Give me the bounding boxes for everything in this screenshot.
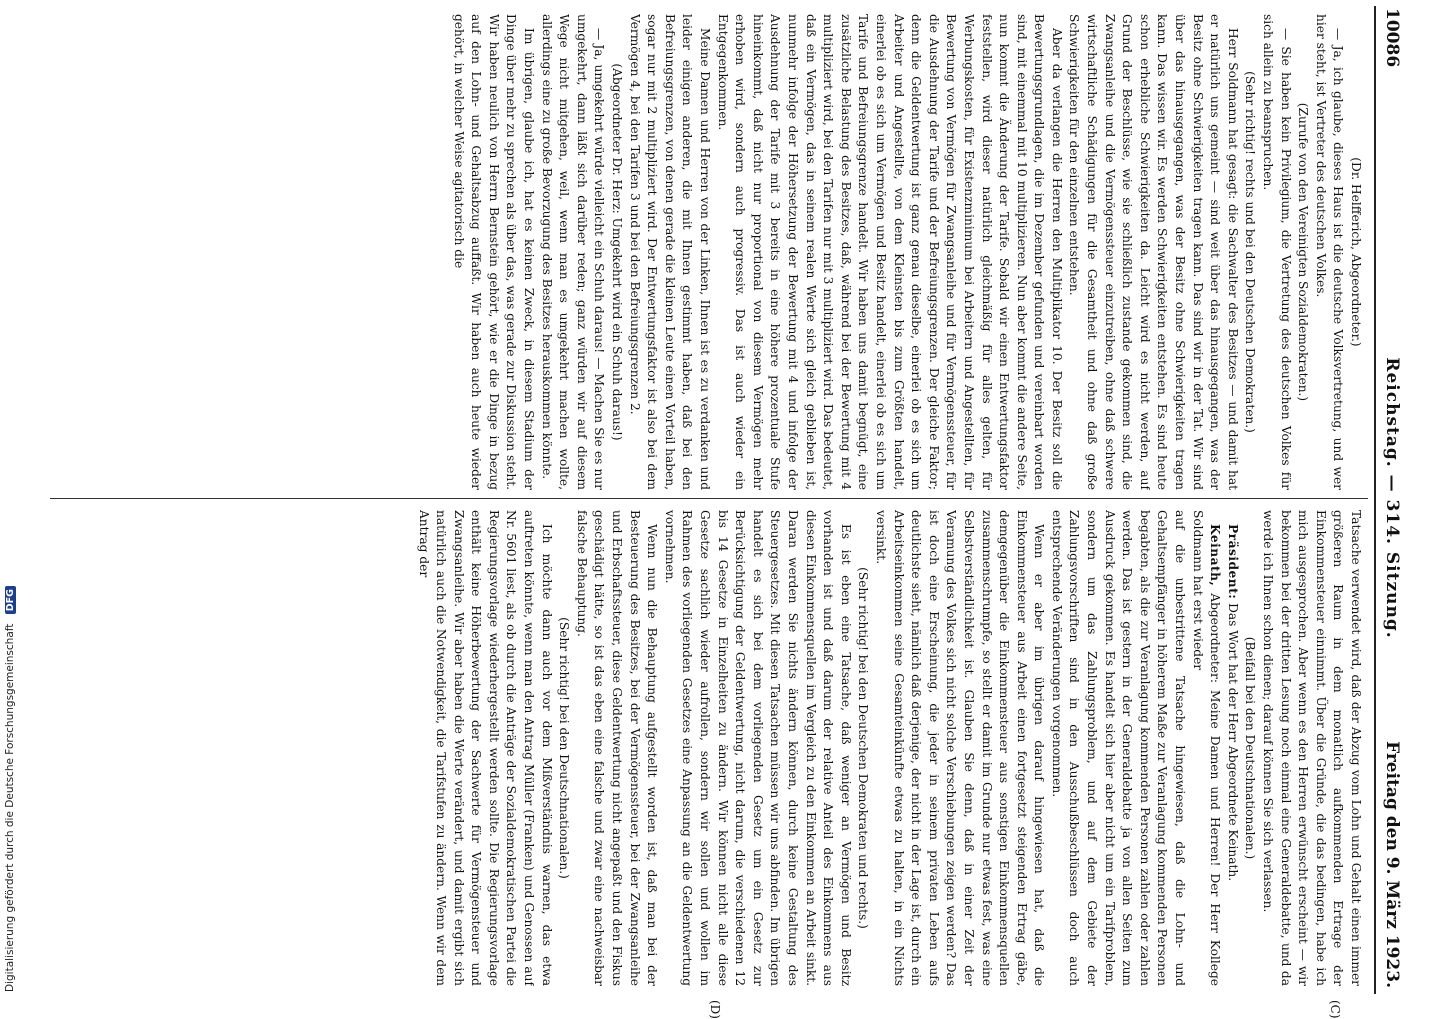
president-label: Präsident:	[1225, 524, 1240, 600]
left-column	[46, 14, 1364, 490]
right-column	[46, 510, 1364, 986]
speaker-intro	[1188, 510, 1223, 986]
paragraph: Ich möchte dann auch vor dem Mißverständnis warnen, das etwa auftreten könnte, wenn man den Antrag Müller (Franken) und Genossen auf Nr. 5601 liest, als ob durch die Anträge der Sozialdemokratischen Partei die Regierungsvorlage wiederhergestellt werden sollte. Die Regierungsvorlage enthält keine Höherbewertung der Sachwerte für Vermögensteuer und Zwangsanleihe. Wir aber haben die Werte verändert, und damit ergibt sich natürlich auch die Notwendigkeit, die Tarifstufen zu ändern. Wenn wir dem Antrag der	[416, 510, 554, 986]
session-date: Freitag den 9. März 1923.	[1382, 741, 1402, 988]
paragraph: auf die unbestrittene Tatsache hingewiesen, daß die Lohn- und Gehaltsempfänger in höherem Maße zur Veranlagung kommenden Personen begabten, als die zur Veranlagung kommenden Personen zahlen oder zahlen werden. Das ist gestern in der Generaldebatte ja von allen Seiten zum Ausdruck gekommen. Es handelt sich hier aber nicht um ein Tarifproblem, sondern um das Zahlungsproblem, und auf dem Gebiete der Zahlungsvorschriften sind in den Ausschußbeschlüssen doch auch entsprechende Veränderungen vorgenommen.	[1049, 510, 1188, 986]
interjection: (Zurufe von den Vereinigten Sozialdemokraten.)	[1296, 102, 1311, 402]
paragraph: — Sie haben kein Privilegium, die Vertretung des deutschen Volkes für sich allein zu beanspruchen.	[1261, 14, 1293, 490]
page-number: 10086	[1382, 8, 1402, 68]
margin-mark-d: (D)	[708, 1000, 722, 1019]
interjection: (Sehr richtig! bei den Deutschnationalen.)	[557, 617, 572, 879]
column-divider	[50, 498, 1368, 499]
credit-text: Digitalisierung gefördert durch die Deutsche Forschungsgemeinschaft	[4, 623, 16, 992]
page-title: Reichstag. — 314. Sitzung.	[1382, 357, 1402, 639]
speaker-role: Abgeordneter: Meine Damen und Herren! Der Herr Kollege Soldmann hat erst wieder	[1190, 510, 1223, 986]
digitization-credit	[2, 0, 22, 1000]
paragraph: Wenn nun die Behauptung aufgestellt worden ist, daß man bei der Besteuerung des Besitzes, bei der Vermögenssteuer, bei der Zwangsanleihe und Erbschaftssteuer, diese Geldentwertung nicht angepaßt und den Fiskus geschädigt hätte, so ist das eben eine falsche und zwar eine nachweisbar falsche Behauptung.	[574, 510, 660, 986]
page-header	[1374, 8, 1404, 988]
paragraph: Meine Damen und Herren von der Linken, Ihnen ist es zu verdanken und leider einigen anderen, die mit Ihnen gestimmt haben, daß bei den Befreiungsgrenzen, von denen gerade die kleinen Leute einen Vorteil haben, sogar nur mit 2 multipliziert wird. Der Entwertungsfaktor ist also bei dem Vermögen 4, bei den Tarifen 3 und bei den Befreiungsgrenzen 2.	[627, 14, 713, 490]
president-text: Das Wort hat der Herr Abgeordnete Keinath.	[1225, 603, 1240, 882]
interjection: (Sehr richtig! rechts und bei den Deutschen Demokraten.)	[1243, 71, 1258, 433]
interjection: (Abgeordneter Dr. Herz: Umgekehrt wird ein Schuh daraus!)	[610, 63, 625, 441]
speaker-continuation: (Dr. Helfferich, Abgeordneter.)	[1349, 157, 1363, 347]
paragraph: Herr Soldmann hat gesagt: die Sachwalter des Besitzes — und damit hat er natürlich uns gemeint — sind weit über das hinausgegangen, was der Besitz ohne Schwierigkeiten tragen kann. Das sind wir in der Tat. Wir sind über das hinausgegangen, was der Besitz ohne Schwierigkeiten tragen kann. Das wissen wir. Es werden Schwierigkeiten entstehen. Es sind heute schon erhebliche Schwierigkeiten da. Leicht wird es nicht werden, auf Grund der Beschlüsse, wie sie schließlich zustande gekommen sind, die Zwangsanleihe und die Vermögenssteuer einzutreiben, ohne daß schwere wirtschaftliche Schädigungen für die Gesamtheit und ohne daß große Schwierigkeiten für den einzelnen entstehen.	[1067, 14, 1240, 490]
newspaper-page	[28, 0, 1434, 1019]
header-rule	[1374, 6, 1376, 994]
paragraph: — Ja, umgekehrt würde vielleicht ein Schuh daraus! — Machen Sie es nur umgekehrt, dann läßt sich darüber reden; ganz würden wir auf diesem Wege nicht mitgehen, weil, wenn man es umgekehrt machen wollte, allerdings eine zu große Bevorzugung des Besitzes herauskommen könnte.	[539, 14, 607, 490]
speaker-name: Keinath,	[1208, 524, 1223, 587]
paragraph: Im übrigen, glaube ich, hat es keinen Zweck, in diesem Stadium der Dinge über mehr zu sprechen als über das, was gerade zur Diskussion steht. Wir haben neulich von Herrn Bernstein gehört, wie er die Dinge in bezug auf den Lohn- und Gehaltsabzug auffaßt. Wir haben auch heute wieder gehört, in welcher Weise agitatorisch die	[451, 14, 537, 490]
paragraph: Wenn er aber im übrigen darauf hingewiesen hat, daß die Einkommensteuer aus Arbeit einen fortgesetzt steigenden Ertrag gäbe, demgegenüber die Einkommensteuer aus sonstigen Einkommensquellen zusammenschrumpfe, so stellt er damit im Grunde nur etwas fest, was eine Selbstverständlichkeit ist. Glauben Sie denn, daß in einer Zeit der Veramung des Volkes sich nicht solche Verschiebungen zeigen werden? Das ist doch eine Erscheinung, die jeder in seinem privaten Leben aufs deutlichste sieht, nämlich daß derjenige, der nicht in der Lage ist, durch ein Arbeitseinkommen seine Gesamteinkünfte etwas zu halten, in ein Nichts versinkt.	[873, 510, 1047, 986]
paragraph: Tatsache verwendet wird, daß der Abzug vom Lohn und Gehalt einen immer größeren Raum in dem monatlich aufkommenden Ertrage der Einkommensteuer einnimmt. Über die Gründe, die das bedingen, habe ich mich ausgesprochen. Aber wenn es den Herren erwünscht erscheint — wir bekommen bei der dritten Lesung noch einmal eine Generaldebatte, und da werde ich Ihnen schon dienen; darauf können Sie sich verlassen.	[1261, 510, 1363, 986]
dfg-logo: DFG	[5, 586, 16, 614]
interjection: (Beifall bei den Deutschnationalen.)	[1243, 636, 1258, 860]
paragraph: — Ja, ich glaube, dieses Haus ist die deutsche Volksvertretung, und wer hier steht, ist Vertreter des deutschen Volkes.	[1313, 14, 1346, 490]
paragraph: Aber da verlangen die Herren den Multiplikator 10. Der Besitz soll die Bewertungsgrundlagen, die im Dezember gefunden und vereinbart worden sind, mit einemmal mit 10 multiplizieren. Nun aber kommt die andere Seite, nun kommt die Änderung der Tarife. Sobald wir einen Entwertungsfaktor feststellen, wird dieser natürlich gleichmäßig für alles gelten, für Werbungskosten, für Existenzminimum bei Arbeitern und Angestellten, für Bewertung von Vermögen für Zwangsanleihe und für Vermögenssteuer, für die Ausdehnung der Tarife und der Befreiungsgrenzen. Der gleiche Faktor; denn die Geldentwertung ist ganz genau dieselbe, einerlei ob es sich um Arbeiter und Angestellte, von dem Kleinsten bis zum Größten handelt, einerlei ob es sich um Vermögen und Besitz handelt, einerlei ob es sich um Tarife und Befreiungsgrenze handelt. Wir haben uns damit begnügt, eine zusätzliche Belastung des Besitzes, daß, während bei der Bewertung mit 4 multipliziert wird, bei den Tarifen nur mit 3 multipliziert wird. Das bedeutet, daß ein Vermögen, das in seinem realen Werte sich gleich geblieben ist, nunmehr infolge der Höhersetzung der Bewertung mit 4 und infolge der Ausdehnung der Tarife mit 3 bereits in eine höhere prozentuale Stufe hineinkommt, daß nicht nur proportional von diesem Vermögen mehr erhoben wird, sondern auch progressiv. Das ist auch wieder ein Entgegenkommen.	[715, 14, 1064, 490]
margin-mark-c: (C)	[1328, 1000, 1342, 1019]
president-statement	[1223, 510, 1241, 986]
paragraph: Es ist eben eine Tatsache, daß weniger an Vermögen und Besitz vorhanden ist und daß darum der relative Anteil des Einkommens aus diesen Einkommensquellen im Vergleich zu den Einkommen an Arbeit sinkt. Daran werden Sie nichts ändern können, durch keine Gestaltung des Steuergesetzes. Mit diesen Tatsachen müssen wir uns abfinden. Im übrigen handelt es sich bei dem vorliegenden Gesetz um ein Gesetz zur Berücksichtigung der Geldentwertung, nicht darum, die verschiedenen 12 bis 14 Gesetze in Einzelheiten zu ändern. Wir können nicht alle diese Gesetze sachlich wieder aufrollen, sondern wir sollen und wollen im Rahmen des vorliegenden Gesetzes eine Anpassung an die Geldentwertung vornehmen.	[662, 510, 853, 986]
interjection: (Sehr richtig! bei den Deutschen Demokraten und rechts.)	[856, 567, 871, 929]
